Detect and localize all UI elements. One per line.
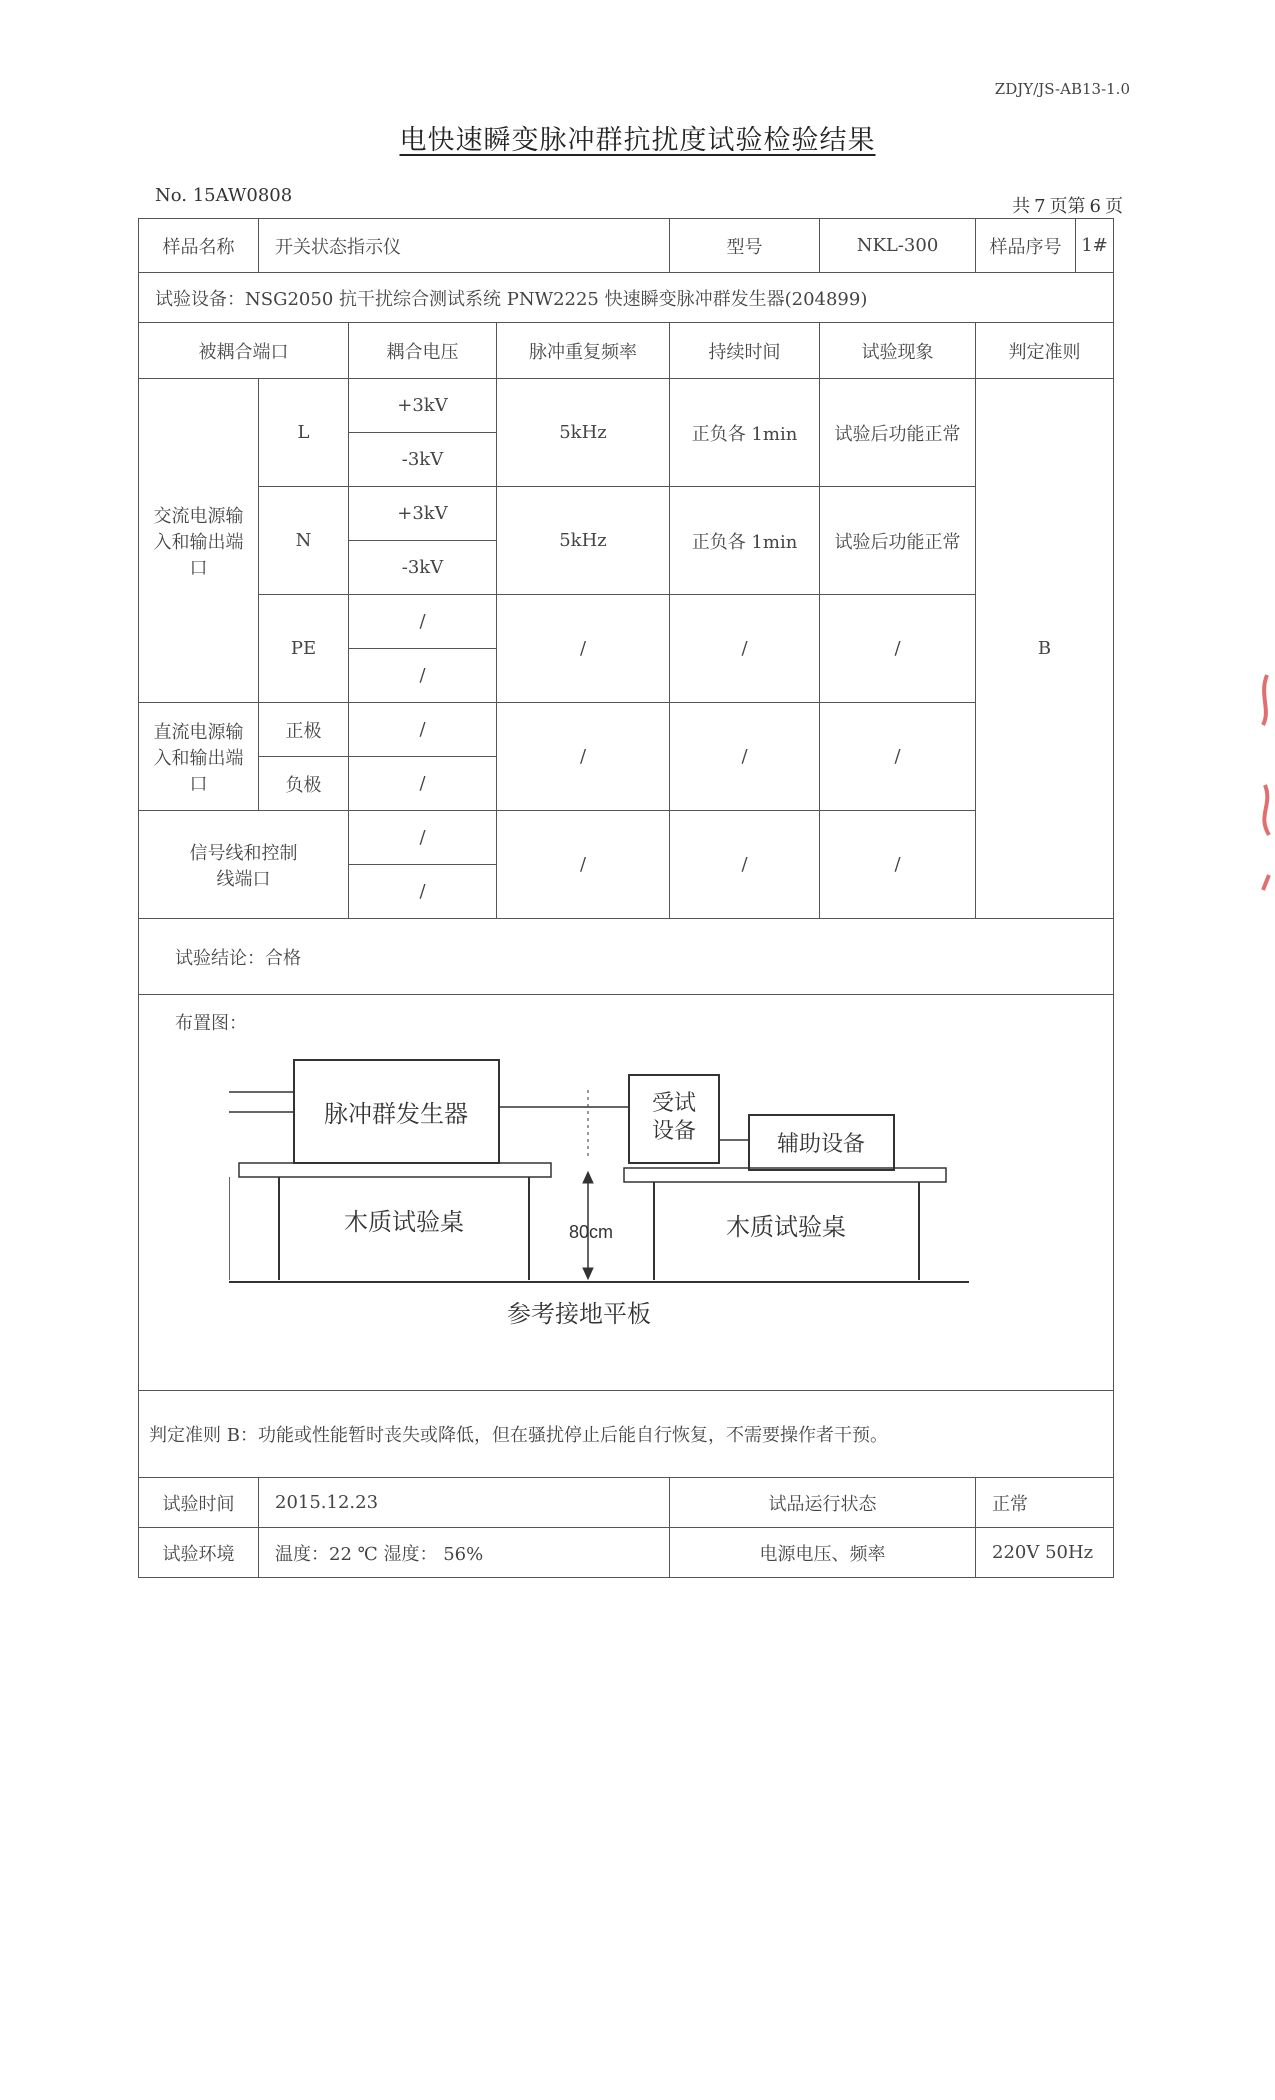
layout-diagram-cell (139, 995, 1114, 1391)
group-dc: 直流电源输入和输出端口 (139, 703, 259, 811)
document-code: ZDJY/JS-AB13-1.0 (994, 80, 1130, 98)
voltage-cell: / (349, 757, 497, 811)
layout-label: 布置图： (175, 1013, 247, 1034)
document-title: 电快速瞬变脉冲群抗扰度试验检验结果 (399, 125, 876, 156)
frequency-cell: / (497, 595, 670, 703)
page-counter: 共 7 页第 6 页 (1012, 196, 1123, 217)
voltage-cell: -3kV (349, 433, 497, 487)
sample-name-value: 开关状态指示仪 (259, 219, 670, 273)
frequency-cell: 5kHz (497, 379, 670, 487)
port-negative: 负极 (259, 757, 349, 811)
run-state-value: 正常 (976, 1478, 1114, 1528)
layout-diagram (229, 1050, 1029, 1370)
env-value: 温度：22 ℃ 湿度： 56% (259, 1528, 670, 1578)
run-state-label: 试品运行状态 (670, 1478, 976, 1528)
col-observation: 试验现象 (820, 323, 976, 379)
col-voltage: 耦合电压 (349, 323, 497, 379)
duration-cell: / (670, 703, 820, 811)
port-positive: 正极 (259, 703, 349, 757)
duration-cell: 正负各 1min (670, 379, 820, 487)
observation-cell: / (820, 703, 976, 811)
column-header-row (139, 323, 1114, 379)
env-label: 试验环境 (139, 1528, 259, 1578)
aux-label: 辅助设备 (776, 1131, 866, 1156)
voltage-cell: / (349, 703, 497, 757)
eut-label-1: 受试 (651, 1090, 697, 1115)
duration-cell: / (670, 595, 820, 703)
group-ac: 交流电源输入和输出端口 (139, 379, 259, 703)
col-criterion: 判定准则 (976, 323, 1114, 379)
duration-cell: / (670, 811, 820, 919)
frequency-cell: 5kHz (497, 487, 670, 595)
power-label: 电源电压、频率 (670, 1528, 976, 1578)
serial-label: 样品序号 (976, 219, 1076, 273)
ground-label: 参考接地平板 (507, 1301, 651, 1328)
frequency-cell: / (497, 811, 670, 919)
criterion-cell: B (976, 379, 1114, 919)
eut-label-2: 设备 (651, 1118, 697, 1143)
stamp-fragment (1245, 665, 1275, 905)
report-number: No. 15AW0808 (155, 185, 293, 206)
col-duration: 持续时间 (670, 323, 820, 379)
result-table (138, 218, 1114, 1578)
power-value: 220V 50Hz (976, 1528, 1114, 1578)
sample-name-label: 样品名称 (139, 219, 259, 273)
voltage-cell: +3kV (349, 487, 497, 541)
arrow-down-icon (583, 1268, 593, 1279)
model-value: NKL-300 (820, 219, 976, 273)
observation-cell: 试验后功能正常 (820, 487, 976, 595)
voltage-cell: / (349, 811, 497, 865)
conclusion: 试验结论：合格 (139, 919, 1114, 995)
generator-label: 脉冲群发生器 (324, 1101, 468, 1128)
height-label: 80cm (568, 1222, 614, 1242)
serial-value: 1# (1076, 219, 1114, 273)
observation-cell: / (820, 811, 976, 919)
model-label: 型号 (670, 219, 820, 273)
port-L: L (259, 379, 349, 487)
duration-cell: 正负各 1min (670, 487, 820, 595)
observation-cell: 试验后功能正常 (820, 379, 976, 487)
arrow-up-icon (583, 1172, 593, 1183)
observation-cell: / (820, 595, 976, 703)
left-table-top (239, 1163, 551, 1177)
time-label: 试验时间 (139, 1478, 259, 1528)
voltage-cell: +3kV (349, 379, 497, 433)
criteria-note: 判定准则 B：功能或性能暂时丧失或降低，但在骚扰停止后能自行恢复，不需要操作者干预。 (139, 1391, 1114, 1478)
voltage-cell: / (349, 595, 497, 649)
col-port: 被耦合端口 (139, 323, 349, 379)
sample-row (139, 219, 1114, 273)
voltage-cell: / (349, 649, 497, 703)
port-N: N (259, 487, 349, 595)
time-value: 2015.12.23 (259, 1478, 670, 1528)
group-signal: 信号线和控制线端口 (139, 811, 349, 919)
voltage-cell: / (349, 865, 497, 919)
left-table-label: 木质试验桌 (344, 1209, 464, 1236)
col-frequency: 脉冲重复频率 (497, 323, 670, 379)
equipment: 试验设备：NSG2050 抗干扰综合测试系统 PNW2225 快速瞬变脉冲群发生器(204899) (139, 273, 1114, 323)
voltage-cell: -3kV (349, 541, 497, 595)
right-table-label: 木质试验桌 (726, 1214, 846, 1241)
port-PE: PE (259, 595, 349, 703)
frequency-cell: / (497, 703, 670, 811)
